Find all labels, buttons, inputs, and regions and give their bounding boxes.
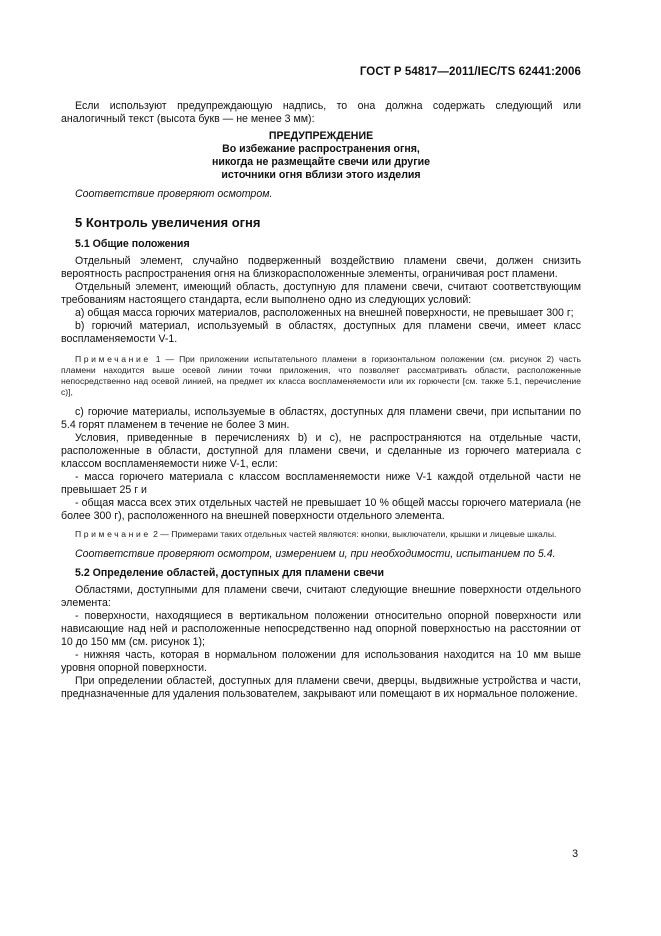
warning-line-3: источники огня вблизи этого изделия bbox=[221, 169, 421, 181]
s52-paragraph-2: При определении областей, доступных для пламени свечи, дверцы, выдвижные устройства и части, предназначенные для удаления пользователем, закрывают или помещают в их нормальное положение. bbox=[61, 675, 581, 700]
intro-paragraph: Если используют предупреждающую надпись, то она должна содержать следующий или аналогичный текст (высота букв — не менее 3 мм): bbox=[61, 100, 581, 125]
s51-paragraph-1: Отдельный элемент, случайно подверженный воздействию пламени свечи, должен снизить вероятность распространения огня на близкорасположенные элементы, ограничивая рост пламени. bbox=[61, 255, 581, 280]
s51-dash-2: - общая масса всех этих отдельных частей не превышает 10 % общей массы горючего материала (не более 300 г), расположенного на внешней поверхности отдельного элемента. bbox=[61, 497, 581, 522]
document-body bbox=[61, 100, 581, 701]
note-1-label: Примечание bbox=[75, 354, 151, 364]
section-5-2-heading: 5.2 Определение областей, доступных для пламени свечи bbox=[75, 567, 384, 579]
warning-line-2: никогда не размещайте свечи или другие bbox=[211, 156, 431, 168]
document-header: ГОСТ Р 54817—2011/IEC/TS 62441:2006 bbox=[359, 66, 581, 78]
note-2-text: 2 — Примерами таких отдельных частей являются: кнопки, выключатели, крышки и лицевые шкалы. bbox=[150, 529, 557, 539]
warning-title: ПРЕДУПРЕЖДЕНИЕ bbox=[268, 130, 374, 142]
page-number: 3 bbox=[572, 848, 578, 860]
compliance-statement-1: Соответствие проверяют осмотром. bbox=[75, 188, 273, 200]
s52-dash-1: - поверхности, находящиеся в вертикальном положении относительно опорной поверхности или нависающие над ней и расположенные непосредственно над опорной поверхностью на расстоянии от 10 до 150 мм (см. рисунок 1); bbox=[61, 610, 581, 648]
note-1 bbox=[61, 354, 581, 398]
s51-paragraph-2: Отдельный элемент, имеющий область, доступную для пламени свечи, считают соответствующим требованиям настоящего стандарта, если выполнено одно из следующих условий: bbox=[61, 281, 581, 306]
note-1-text: 1 — При приложении испытательного пламени в горизонтальном положении (см. рисунок 2) часть пламени находится выше осевой линии точки приложения, что позволяет рассматривать области, расположенные непосредственно над осевой линией, на предмет их класса воспламеняемости или их горючести [см. также 5.1, перечисление с)], bbox=[61, 354, 581, 397]
note-2-label: Примечание bbox=[75, 529, 151, 539]
warning-line-1: Во избежание распространения огня, bbox=[222, 143, 420, 155]
section-5-heading: 5 Контроль увеличения огня bbox=[75, 215, 261, 230]
note-2 bbox=[61, 529, 581, 540]
s51-item-b: b) горючий материал, используемый в областях, доступных для пламени свечи, имеет класс воспламеняемости V-1. bbox=[61, 320, 581, 345]
section-5-1-heading: 5.1 Общие положения bbox=[75, 238, 190, 250]
s51-item-a: а) общая масса горючих материалов, расположенных на внешней поверхности, не превышает 300 г; bbox=[75, 307, 574, 319]
s52-paragraph-1: Областями, доступными для пламени свечи, считают следующие внешние поверхности отдельного элемента: bbox=[61, 584, 581, 609]
compliance-statement-2: Соответствие проверяют осмотром, измерением и, при необходимости, испытанием по 5.4. bbox=[75, 548, 556, 560]
s52-dash-2: - нижняя часть, которая в нормальном положении для использования находится на 10 мм выше уровня опорной поверхности. bbox=[61, 649, 581, 674]
s51-paragraph-3: Условия, приведенные в перечислениях b) и с), не распространяются на отдельные части, расположенные в области, доступной для пламени свечи, и сделанные из горючего материала с классом воспламеняемости ниже V-1, если: bbox=[61, 432, 581, 470]
s51-item-c: с) горючие материалы, используемые в областях, доступных для пламени свечи, при испытании по 5.4 горят пламенем в течение не более 3 мин. bbox=[61, 406, 581, 431]
s51-dash-1: - масса горючего материала с классом воспламеняемости ниже V-1 каждой отдельной части не превышает 25 г и bbox=[61, 471, 581, 496]
